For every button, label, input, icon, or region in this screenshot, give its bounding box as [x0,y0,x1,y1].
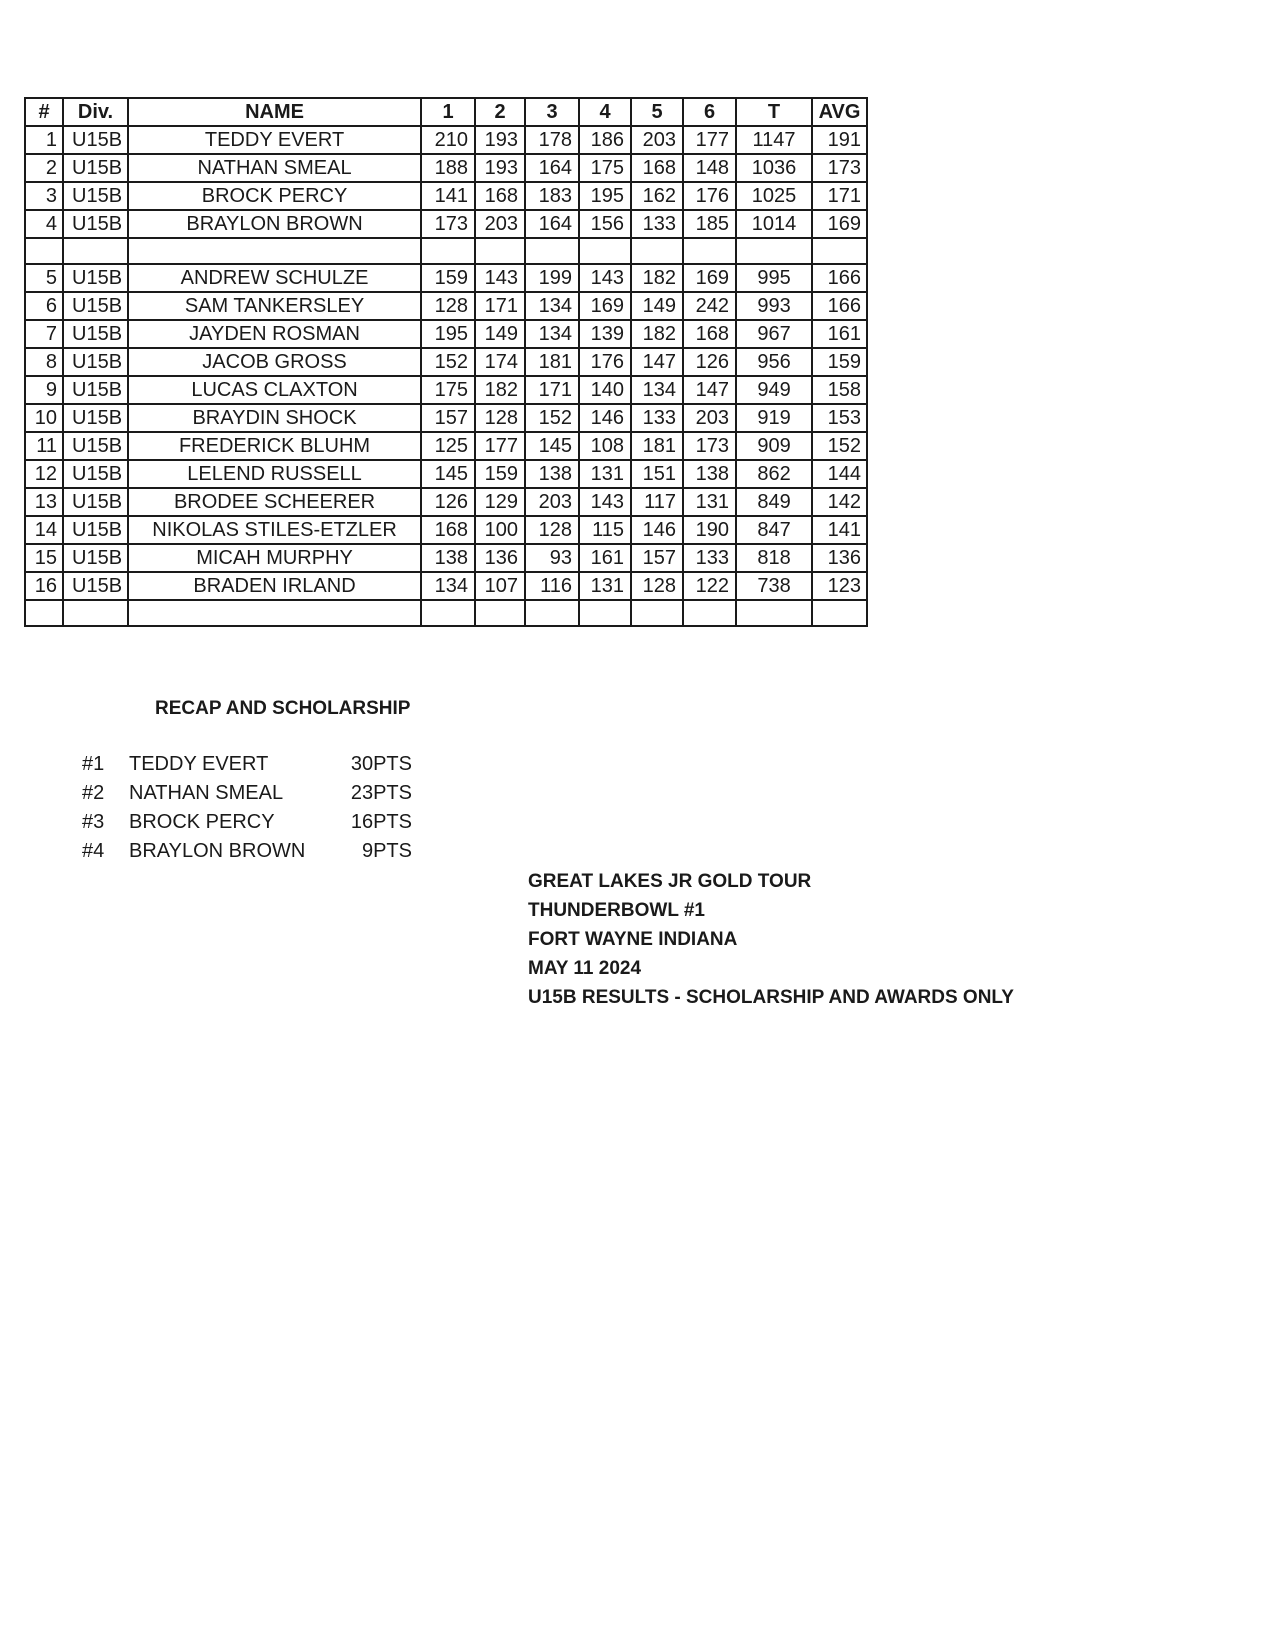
table-row [25,376,867,404]
cell-game-1: 138 [421,544,475,572]
table-row [25,488,867,516]
cell-game-5: 181 [631,432,683,460]
recap-points: 30PTS [350,753,412,775]
cell-division: U15B [63,320,128,348]
cell-average: 173 [812,154,867,182]
recap-points: 16PTS [350,811,412,833]
cell-division: U15B [63,460,128,488]
blank-cell [63,600,128,626]
blank-cell [736,600,812,626]
cell-average: 166 [812,264,867,292]
cell-game-3: 134 [525,292,579,320]
cell-rank: 13 [25,488,63,516]
blank-cell [812,600,867,626]
cell-game-6: 138 [683,460,736,488]
table-row [25,432,867,460]
cell-game-1: 152 [421,348,475,376]
cell-game-6: 147 [683,376,736,404]
cell-game-5: 147 [631,348,683,376]
cell-average: 141 [812,516,867,544]
results-table [24,97,868,627]
cell-game-3: 116 [525,572,579,600]
cell-game-3: 181 [525,348,579,376]
cell-total: 995 [736,264,812,292]
cell-game-1: 173 [421,210,475,238]
cell-name: BRAYLON BROWN [128,210,421,238]
cell-division: U15B [63,154,128,182]
cell-name: JACOB GROSS [128,348,421,376]
table-row [25,460,867,488]
cell-total: 738 [736,572,812,600]
cell-total: 1036 [736,154,812,182]
recap-list [82,750,412,866]
cell-name: LELEND RUSSELL [128,460,421,488]
cell-game-5: 133 [631,404,683,432]
cell-division: U15B [63,488,128,516]
cell-game-3: 164 [525,210,579,238]
cell-total: 1014 [736,210,812,238]
blank-cell [475,600,525,626]
blank-row [25,238,867,264]
cell-division: U15B [63,572,128,600]
blank-cell [25,238,63,264]
header-rank: # [25,98,63,126]
cell-rank: 10 [25,404,63,432]
cell-game-6: 190 [683,516,736,544]
cell-name: FREDERICK BLUHM [128,432,421,460]
cell-division: U15B [63,516,128,544]
cell-average: 144 [812,460,867,488]
cell-total: 967 [736,320,812,348]
blank-cell [579,600,631,626]
cell-game-3: 164 [525,154,579,182]
cell-total: 909 [736,432,812,460]
blank-cell [525,600,579,626]
table-row [25,516,867,544]
cell-rank: 6 [25,292,63,320]
cell-name: TEDDY EVERT [128,126,421,154]
cell-average: 171 [812,182,867,210]
cell-name: NIKOLAS STILES-ETZLER [128,516,421,544]
cell-game-1: 168 [421,516,475,544]
table-row [25,126,867,154]
cell-rank: 11 [25,432,63,460]
header-row [25,98,867,126]
cell-division: U15B [63,376,128,404]
cell-division: U15B [63,264,128,292]
blank-cell [63,238,128,264]
recap-entry [82,750,412,779]
header-game-4: 4 [579,98,631,126]
cell-game-6: 148 [683,154,736,182]
blank-cell [736,238,812,264]
cell-average: 166 [812,292,867,320]
cell-game-5: 151 [631,460,683,488]
cell-rank: 4 [25,210,63,238]
table-row [25,292,867,320]
recap-rank: #4 [82,840,105,862]
recap-entry [82,808,412,837]
cell-game-2: 107 [475,572,525,600]
cell-name: BROCK PERCY [128,182,421,210]
header-game-3: 3 [525,98,579,126]
blank-cell [812,238,867,264]
cell-rank: 5 [25,264,63,292]
cell-name: ANDREW SCHULZE [128,264,421,292]
cell-game-2: 143 [475,264,525,292]
cell-game-2: 203 [475,210,525,238]
header-game-2: 2 [475,98,525,126]
cell-game-6: 203 [683,404,736,432]
cell-game-4: 140 [579,376,631,404]
cell-name: BRAYDIN SHOCK [128,404,421,432]
cell-game-5: 157 [631,544,683,572]
cell-game-5: 128 [631,572,683,600]
event-description: U15B RESULTS - SCHOLARSHIP AND AWARDS ONLY [528,987,1014,1008]
blank-cell [128,238,421,264]
cell-game-5: 146 [631,516,683,544]
cell-game-4: 156 [579,210,631,238]
recap-rank: #2 [82,782,105,804]
cell-game-5: 134 [631,376,683,404]
cell-game-4: 139 [579,320,631,348]
cell-division: U15B [63,292,128,320]
cell-name: LUCAS CLAXTON [128,376,421,404]
cell-average: 161 [812,320,867,348]
cell-total: 1147 [736,126,812,154]
cell-game-3: 199 [525,264,579,292]
recap-rank: #1 [82,753,105,775]
cell-game-3: 134 [525,320,579,348]
cell-game-1: 125 [421,432,475,460]
cell-division: U15B [63,182,128,210]
cell-total: 919 [736,404,812,432]
header-average: AVG [812,98,867,126]
cell-total: 1025 [736,182,812,210]
recap-entry [82,779,412,808]
cell-game-4: 143 [579,488,631,516]
cell-game-6: 169 [683,264,736,292]
cell-game-3: 203 [525,488,579,516]
cell-game-6: 133 [683,544,736,572]
cell-name: MICAH MURPHY [128,544,421,572]
table-row [25,404,867,432]
cell-game-2: 100 [475,516,525,544]
cell-game-4: 161 [579,544,631,572]
event-location: FORT WAYNE INDIANA [528,929,738,950]
recap-name: TEDDY EVERT [129,753,269,775]
cell-game-3: 145 [525,432,579,460]
cell-rank: 8 [25,348,63,376]
table-row [25,348,867,376]
cell-game-2: 182 [475,376,525,404]
header-game-1: 1 [421,98,475,126]
recap-title: RECAP AND SCHOLARSHIP [155,698,411,719]
cell-game-1: 128 [421,292,475,320]
cell-game-6: 176 [683,182,736,210]
header-game-5: 5 [631,98,683,126]
recap-name: BRAYLON BROWN [129,840,306,862]
cell-total: 849 [736,488,812,516]
cell-total: 847 [736,516,812,544]
cell-game-1: 157 [421,404,475,432]
event-title: THUNDERBOWL #1 [528,900,705,921]
cell-division: U15B [63,544,128,572]
cell-game-2: 193 [475,154,525,182]
cell-game-5: 133 [631,210,683,238]
cell-game-6: 177 [683,126,736,154]
cell-game-1: 145 [421,460,475,488]
cell-game-4: 175 [579,154,631,182]
cell-game-1: 159 [421,264,475,292]
header-total: T [736,98,812,126]
cell-game-2: 149 [475,320,525,348]
cell-game-3: 152 [525,404,579,432]
cell-game-4: 169 [579,292,631,320]
cell-game-6: 242 [683,292,736,320]
cell-game-4: 115 [579,516,631,544]
cell-game-3: 171 [525,376,579,404]
cell-game-5: 117 [631,488,683,516]
cell-game-2: 177 [475,432,525,460]
cell-average: 136 [812,544,867,572]
event-info [528,867,1014,1012]
cell-average: 159 [812,348,867,376]
table-row [25,544,867,572]
blank-cell [25,600,63,626]
cell-game-4: 176 [579,348,631,376]
cell-game-3: 178 [525,126,579,154]
recap-name: BROCK PERCY [129,811,275,833]
recap-entry [82,837,412,866]
cell-game-2: 128 [475,404,525,432]
cell-game-3: 138 [525,460,579,488]
cell-game-5: 203 [631,126,683,154]
cell-game-1: 141 [421,182,475,210]
table-row [25,182,867,210]
table-body [25,126,867,626]
cell-game-1: 126 [421,488,475,516]
cell-total: 993 [736,292,812,320]
cell-rank: 16 [25,572,63,600]
blank-cell [421,600,475,626]
cell-game-4: 108 [579,432,631,460]
blank-cell [683,600,736,626]
cell-division: U15B [63,404,128,432]
blank-cell [525,238,579,264]
cell-game-5: 149 [631,292,683,320]
cell-average: 158 [812,376,867,404]
cell-game-4: 143 [579,264,631,292]
cell-name: NATHAN SMEAL [128,154,421,182]
cell-name: BRODEE SCHEERER [128,488,421,516]
blank-cell [421,238,475,264]
cell-division: U15B [63,348,128,376]
cell-game-2: 168 [475,182,525,210]
header-div: Div. [63,98,128,126]
cell-division: U15B [63,126,128,154]
table-row [25,572,867,600]
cell-game-6: 122 [683,572,736,600]
cell-game-2: 129 [475,488,525,516]
cell-game-5: 182 [631,264,683,292]
blank-cell [631,600,683,626]
cell-average: 191 [812,126,867,154]
cell-game-6: 168 [683,320,736,348]
table-row [25,154,867,182]
recap-name: NATHAN SMEAL [129,782,284,804]
cell-average: 152 [812,432,867,460]
cell-game-4: 131 [579,572,631,600]
cell-rank: 2 [25,154,63,182]
cell-game-6: 131 [683,488,736,516]
recap-points: 23PTS [350,782,412,804]
cell-game-1: 188 [421,154,475,182]
cell-game-6: 185 [683,210,736,238]
blank-cell [475,238,525,264]
blank-cell [579,238,631,264]
cell-total: 956 [736,348,812,376]
blank-cell [128,600,421,626]
recap-rank: #3 [82,811,105,833]
cell-game-2: 159 [475,460,525,488]
table-row [25,210,867,238]
cell-rank: 7 [25,320,63,348]
header-game-6: 6 [683,98,736,126]
cell-rank: 3 [25,182,63,210]
cell-game-2: 136 [475,544,525,572]
header-name: NAME [128,98,421,126]
cell-name: JAYDEN ROSMAN [128,320,421,348]
cell-game-4: 146 [579,404,631,432]
cell-game-2: 171 [475,292,525,320]
cell-rank: 1 [25,126,63,154]
recap-points: 9PTS [361,840,412,862]
cell-total: 862 [736,460,812,488]
blank-row [25,600,867,626]
cell-game-1: 175 [421,376,475,404]
cell-game-2: 174 [475,348,525,376]
cell-game-4: 186 [579,126,631,154]
event-tour-name: GREAT LAKES JR GOLD TOUR [528,871,812,892]
cell-division: U15B [63,210,128,238]
cell-name: BRADEN IRLAND [128,572,421,600]
cell-game-3: 128 [525,516,579,544]
table-row [25,264,867,292]
cell-game-6: 126 [683,348,736,376]
cell-average: 123 [812,572,867,600]
cell-game-5: 182 [631,320,683,348]
cell-total: 818 [736,544,812,572]
cell-rank: 15 [25,544,63,572]
cell-game-6: 173 [683,432,736,460]
cell-game-2: 193 [475,126,525,154]
cell-average: 153 [812,404,867,432]
cell-average: 169 [812,210,867,238]
cell-game-1: 195 [421,320,475,348]
cell-game-3: 183 [525,182,579,210]
cell-game-5: 168 [631,154,683,182]
event-date: MAY 11 2024 [528,958,642,979]
cell-rank: 9 [25,376,63,404]
blank-cell [683,238,736,264]
cell-rank: 14 [25,516,63,544]
table-row [25,320,867,348]
blank-cell [631,238,683,264]
cell-game-4: 131 [579,460,631,488]
cell-name: SAM TANKERSLEY [128,292,421,320]
cell-game-3: 93 [525,544,579,572]
cell-game-5: 162 [631,182,683,210]
cell-average: 142 [812,488,867,516]
cell-division: U15B [63,432,128,460]
cell-total: 949 [736,376,812,404]
cell-rank: 12 [25,460,63,488]
cell-game-1: 134 [421,572,475,600]
cell-game-1: 210 [421,126,475,154]
cell-game-4: 195 [579,182,631,210]
